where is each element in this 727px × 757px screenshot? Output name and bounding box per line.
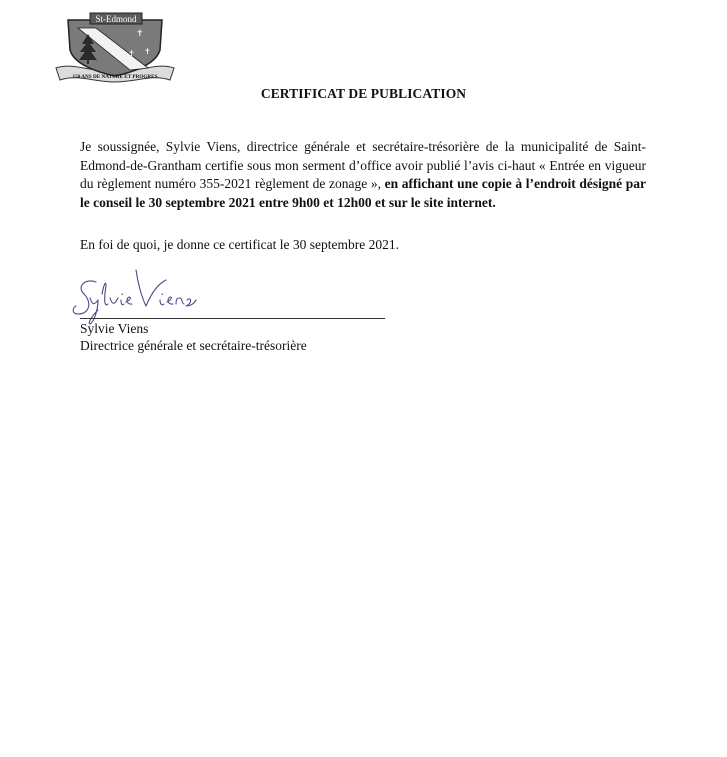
banner-text: St-Edmond — [95, 14, 137, 24]
paragraph-bold-text: en affichant une copie à l’endroit désigné par le conseil le 30 septembre 2021 entre 9h00 et 12h00 et sur le site internet. — [80, 176, 646, 210]
motto-text: 150 ANS DE NATURE ET PROGRES — [72, 74, 158, 80]
certification-paragraph — [80, 138, 646, 212]
signature-line — [80, 318, 385, 319]
document-title — [0, 86, 727, 102]
cross-icon: ✝ — [144, 47, 151, 56]
paragraph-plain-text: Je soussignée, Sylvie Viens, directrice générale et secrétaire-trésorière de la municipalité de Saint-Edmond-de-Grantham certifie sous mon serment d’office avoir publié l’avis ci-haut « Entrée en vigueur du règlement numéro 355-2021 règlement de zonage », — [80, 139, 646, 192]
signer-name: Sylvie Viens — [80, 321, 149, 336]
cross-icon: ✝ — [128, 49, 135, 58]
closing-statement: En foi de quoi, je donne ce certificat le 30 septembre 2021. — [80, 237, 400, 252]
cross-icon: ✝ — [136, 29, 144, 39]
municipality-crest-logo — [52, 10, 178, 86]
signer-title: Directrice générale et secrétaire-trésorière — [80, 338, 307, 353]
document-title-text: CERTIFICAT DE PUBLICATION — [260, 86, 467, 101]
